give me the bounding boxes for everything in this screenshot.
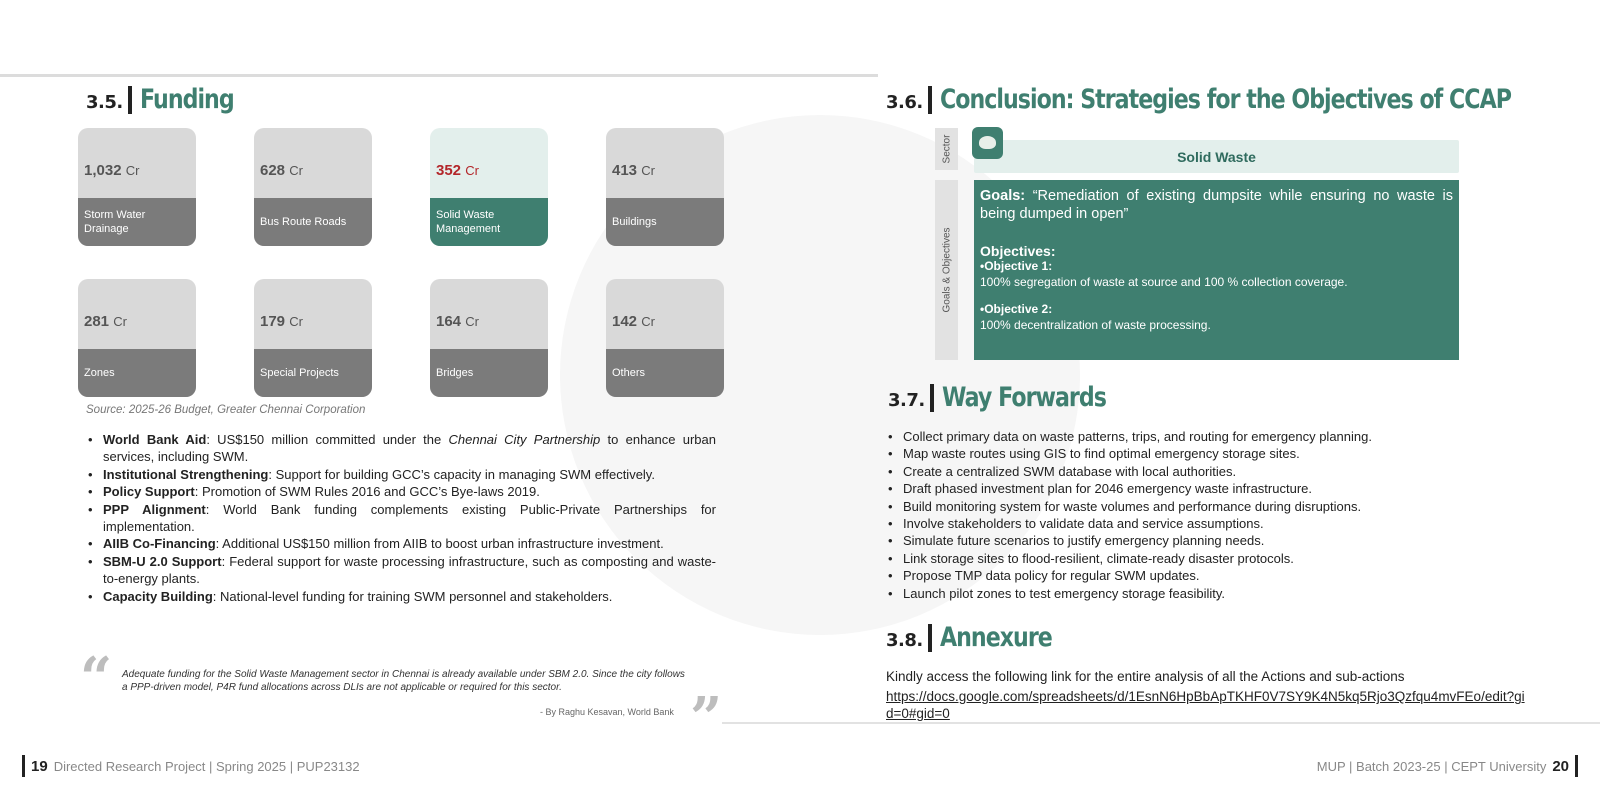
annexure-text: Kindly access the following link for the entire analysis of all the Actions and sub-actions — [886, 669, 1405, 684]
footer-right-text: MUP | Batch 2023-25 | CEPT University — [1316, 758, 1547, 774]
card-amount: 164 — [436, 313, 462, 330]
list-item — [86, 588, 716, 605]
list-item: • Involve stakeholders to validate data and service assumptions. — [886, 515, 1486, 532]
card-label: Solid Waste Management — [430, 198, 548, 246]
heading-bar — [930, 384, 934, 412]
list-item: • Draft phased investment plan for 2046 emergency waste infrastructure. — [886, 480, 1486, 497]
section-way-forwards-heading — [888, 382, 1142, 413]
section-number: 3.8. — [886, 630, 923, 651]
card-unit: Cr — [465, 314, 479, 329]
footer-left-text: Directed Research Project | Spring 2025 | PUP23132 — [53, 758, 360, 774]
funding-source-note: Source: 2025-26 Budget, Greater Chennai Corporation — [86, 404, 366, 416]
bullet-text: : Federal support for waste processing infrastructure, such as composting and waste-to-energy plants. — [103, 553, 716, 587]
section-annexure-heading — [886, 622, 1076, 653]
objective-2-text: 100% decentralization of waste processing. — [980, 318, 1211, 332]
objective-2-title: •Objective 2: — [980, 302, 1053, 316]
goals-objectives-label: Goals & Objectives — [941, 227, 952, 313]
funding-card-solid-waste — [430, 128, 548, 246]
funding-bullet-list — [86, 431, 716, 605]
bullet-text: : Promotion of SWM Rules 2016 and GCC’s Bye-laws 2019. — [194, 484, 540, 500]
bullet-text: : World Bank funding complements existing Public-Private Partnerships for implementation. — [103, 501, 716, 535]
card-amount: 281 — [84, 313, 110, 330]
list-item: • Create a centralized SWM database with local authorities. — [886, 463, 1486, 480]
card-amount: 1,032 — [84, 162, 122, 179]
bullet-term: Institutional Strengthening — [103, 466, 269, 482]
funding-card-others — [606, 279, 724, 397]
section-number: 3.7. — [888, 390, 925, 411]
goals-side-label — [935, 180, 958, 360]
funding-card-buildings — [606, 128, 724, 246]
footer-right — [1317, 755, 1578, 777]
way-forwards-list — [886, 428, 1486, 602]
section-title: Way Forwards — [941, 382, 1106, 413]
list-item: • Link storage sites to flood-resilient, climate-ready disaster protocols. — [886, 550, 1486, 567]
card-label: Bridges — [430, 349, 548, 397]
page-number-right: 20 — [1552, 757, 1569, 775]
footer-bar — [22, 755, 25, 777]
card-label: Others — [606, 349, 724, 397]
card-unit: Cr — [641, 163, 655, 178]
goals-statement — [980, 187, 1453, 223]
solid-waste-icon — [972, 127, 1003, 159]
card-unit: Cr — [113, 314, 127, 329]
open-quote-icon: “ — [80, 645, 113, 711]
section-conclusion-heading — [886, 84, 1600, 115]
objective-1-title: •Objective 1: — [980, 259, 1053, 273]
funding-card-bridges — [430, 279, 548, 397]
bullet-term: Capacity Building — [103, 588, 213, 604]
sector-name: Solid Waste — [1177, 148, 1256, 165]
list-item: • Propose TMP data policy for regular SWM updates. — [886, 567, 1486, 584]
bullet-text: : National-level funding for training SWM personnel and stakeholders. — [212, 588, 613, 604]
card-amount: 179 — [260, 313, 286, 330]
goals-heading: Goals: — [980, 188, 1026, 204]
list-item — [86, 431, 716, 466]
card-unit: Cr — [465, 163, 479, 178]
card-unit: Cr — [289, 314, 303, 329]
card-unit: Cr — [641, 314, 655, 329]
bullet-text: to enhance urban services, including SWM. — [103, 432, 716, 465]
heading-bar — [928, 86, 932, 114]
section-number: 3.5. — [86, 92, 123, 113]
list-item — [86, 466, 716, 483]
funding-quote: Adequate funding for the Solid Waste Management sector in Chennai is already available under SBM 2.0. Since the city follows a PPP-driven model, P4R fund allocations across DLIs are not applicable or required for this sector. — [122, 669, 685, 693]
section-funding-heading — [86, 84, 254, 115]
heading-bar — [128, 86, 132, 114]
list-item: • Map waste routes using GIS to find optimal emergency storage sites. — [886, 445, 1486, 462]
goals-text: “Remediation of existing dumpsite while ensuring no waste is being dumped in open” — [980, 188, 1453, 222]
list-item — [86, 535, 716, 552]
card-unit: Cr — [125, 163, 140, 178]
card-amount: 628 — [260, 162, 286, 179]
card-amount: 142 — [612, 313, 638, 330]
list-item: • Simulate future scenarios to justify emergency planning needs. — [886, 532, 1486, 549]
section-title: Funding — [139, 84, 234, 115]
bullet-text: : Additional US$150 million from AIIB to boost urban infrastructure investment. — [215, 536, 664, 552]
footer-left — [22, 755, 360, 777]
sector-name-bar — [974, 140, 1459, 173]
bullet-term: PPP Alignment — [103, 501, 206, 517]
goals-objectives-box — [974, 180, 1459, 360]
funding-card-storm-water — [78, 128, 196, 246]
sector-label: Sector — [941, 134, 952, 164]
sector-side-label — [935, 128, 958, 170]
objective-1-text: 100% segregation of waste at source and 100 % collection coverage. — [980, 275, 1348, 289]
top-divider — [0, 74, 878, 77]
card-label: Zones — [78, 349, 196, 397]
section-title: Conclusion: Strategies for the Objectives of CCAP — [939, 84, 1511, 115]
list-item: • Build monitoring system for waste volumes and performance during disruptions. — [886, 498, 1486, 515]
bullet-term: Policy Support — [103, 484, 195, 500]
close-quote-icon: ” — [690, 685, 723, 751]
bullet-term: World Bank Aid — [103, 432, 207, 447]
bullet-emphasis: Chennai City Partnership — [448, 432, 601, 447]
bullet-term: SBM-U 2.0 Support — [103, 553, 222, 569]
page-number-left: 19 — [31, 757, 48, 775]
list-item: • Collect primary data on waste patterns, trips, and routing for emergency planning. — [886, 428, 1486, 445]
footer-bar — [1575, 755, 1578, 777]
funding-card-special-projects — [254, 279, 372, 397]
funding-card-bus-route — [254, 128, 372, 246]
card-label: Buildings — [606, 198, 724, 246]
card-unit: Cr — [289, 163, 303, 178]
list-item — [86, 553, 716, 588]
objectives-heading: Objectives: — [980, 243, 1056, 259]
card-amount: 413 — [612, 162, 638, 179]
bullet-text: : Support for building GCC’s capacity in managing SWM effectively. — [268, 466, 655, 482]
card-label: Special Projects — [254, 349, 372, 397]
section-number: 3.6. — [886, 92, 923, 113]
bullet-term: AIIB Co-Financing — [103, 536, 216, 552]
section-title: Annexure — [939, 622, 1052, 653]
list-item: • Launch pilot zones to test emergency storage feasibility. — [886, 585, 1486, 602]
quote-attribution: - By Raghu Kesavan, World Bank — [540, 707, 674, 717]
funding-card-zones — [78, 279, 196, 397]
bullet-text: : US$150 million committed under the — [206, 432, 449, 447]
card-label: Storm Water Drainage — [78, 198, 196, 246]
card-label: Bus Route Roads — [254, 198, 372, 246]
list-item — [86, 483, 716, 500]
annexure-link[interactable]: https://docs.google.com/spreadsheets/d/1EsnN6HpBbApTKHF0V7SY9K4N5kq5Rjo3Qzfqu4mvFEo/edit?gid=0#gid=0 — [886, 689, 1525, 721]
card-amount: 352 — [436, 162, 462, 179]
bottom-divider — [722, 722, 1600, 724]
heading-bar — [928, 624, 932, 652]
list-item — [86, 501, 716, 536]
